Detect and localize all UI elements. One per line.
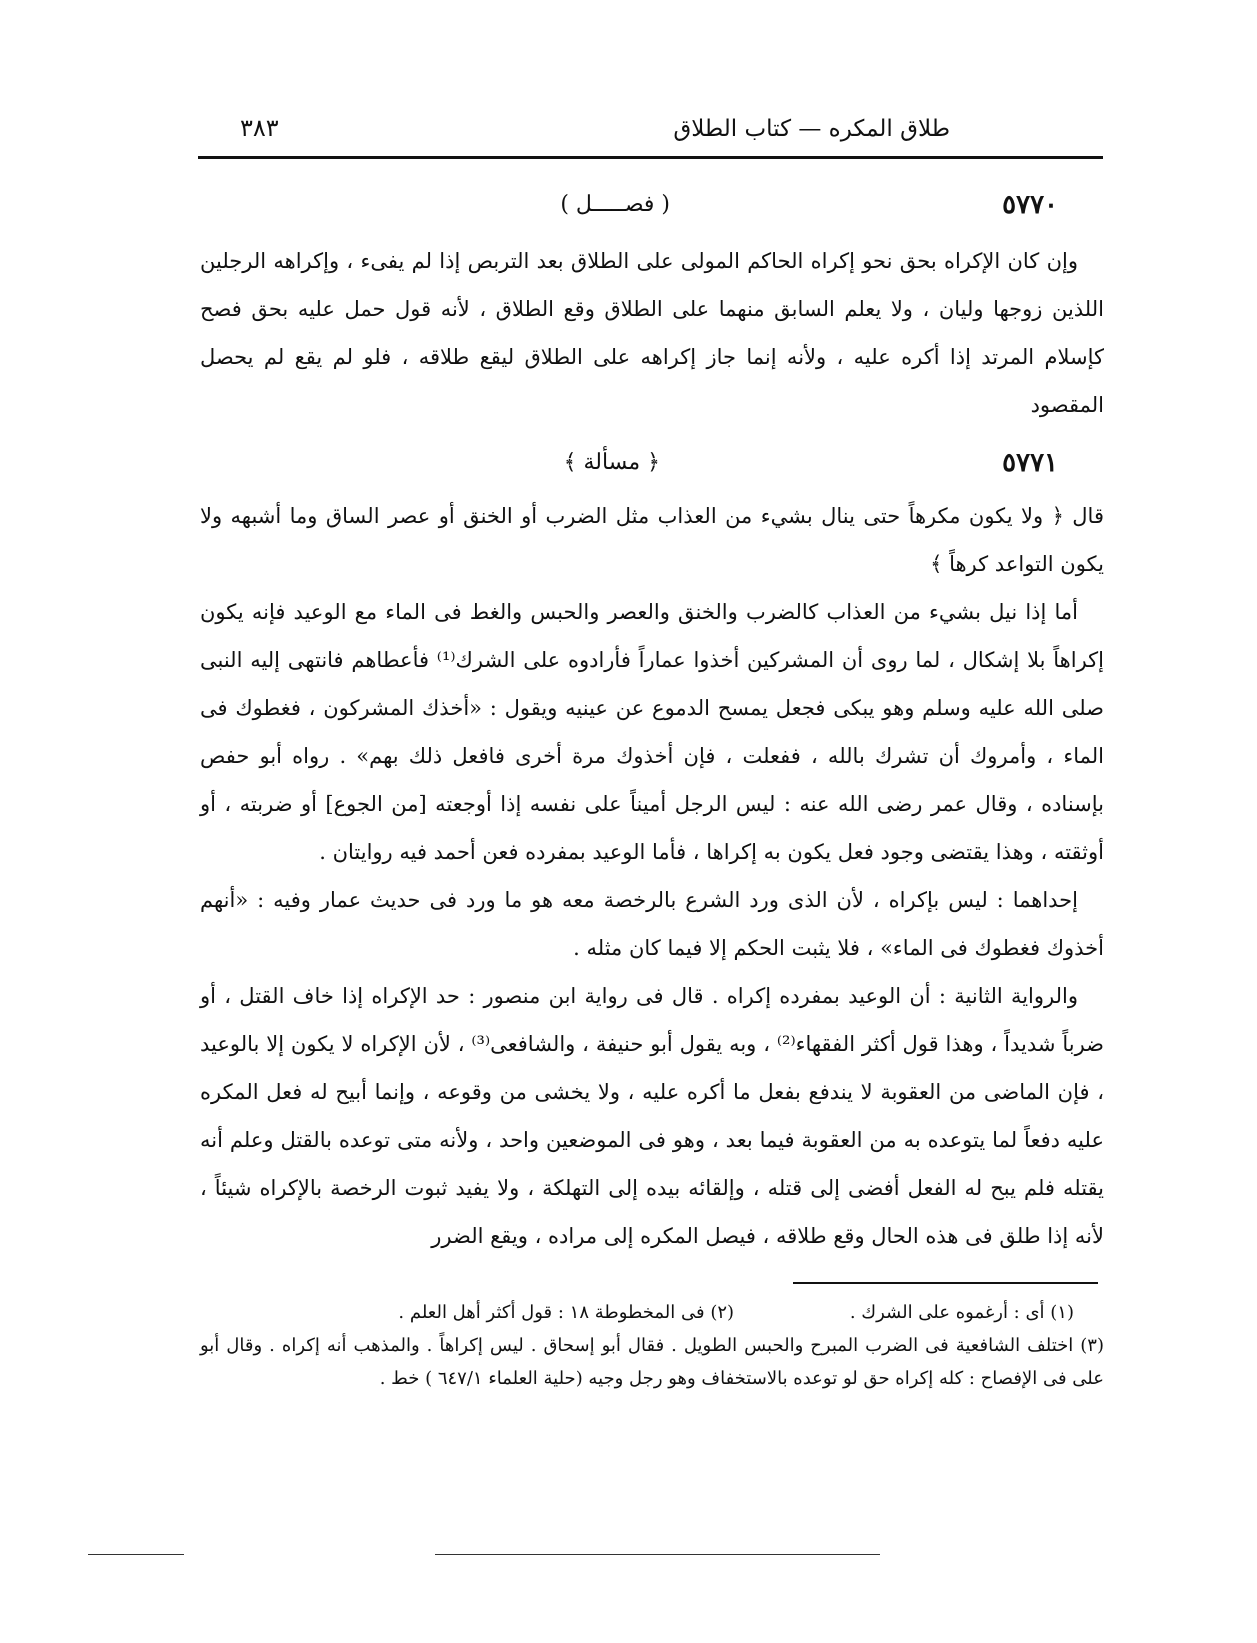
section-title: ﴿ مسألة ﴾ [563,450,660,475]
footnote-3: (٣) اختلف الشافعية فى الضرب المبرح والحبس الطويل . فقال أبو إسحاق . ليس إكراهاً . والمذهب أنه إكراه . وقال أبو على فى الإفصاح : كله إكراه حق لو توعده بالاستخفاف وهو رجل وجيه (حلية العلماء ٦٤٧/١ ) خط . [200,1335,1104,1389]
footnote-line [200,1296,1104,1329]
paragraph: وإن كان الإكراه بحق نحو إكراه الحاكم المولى على الطلاق بعد التربص إذا لم يفىء ، وإكراهه الرجلين اللذين زوجها وليان ، ولا يعلم السابق منهما على الطلاق وقع الطلاق ، لأنه قول حمل عليه بحق فصح كإسلام المرتد إذا أكره عليه ، ولأنه إنما جاز إكراهه على الطلاق ليقع طلاقه ، فلو لم يقع لم يحصل المقصود [200,249,1104,417]
bottom-rule [435,1554,880,1555]
footnote-2: (٢) فى المخطوطة ١٨ : قول أكثر أهل العلم . [398,1302,735,1323]
section-body-5770 [200,237,1104,429]
section-heading-5771 [200,448,1100,488]
paragraph: قال ﴿ ولا يكون مكرهاً حتى ينال بشيء من العذاب مثل الضرب أو الخنق أو عصر الساق وما أشبهه ولا يكون التواعد كرهاً ﴾ [200,504,1104,576]
section-number: ٥٧٧١ [1002,448,1058,478]
footnotes [200,1296,1104,1395]
paragraph: أما إذا نيل بشيء من العذاب كالضرب والخنق والعصر والحبس والغط فى الماء مع الوعيد فإنه يكون إكراهاً بلا إشكال ، لما روى أن المشركين أخذوا عماراً فأرادوه على الشرك⁽¹⁾ فأعطاهم فانتهى إليه النبى صلى الله عليه وسلم وهو يبكى فجعل يمسح الدموع عن عينيه ويقول : «أخذك المشركون ، فغطوك فى الماء ، وأمروك أن تشرك بالله ، ففعلت ، فإن أخذوك مرة أخرى فافعل ذلك بهم» . رواه أبو حفص بإسناده ، وقال عمر رضى الله عنه : ليس الرجل أميناً على نفسه إذا أوجعته [من الجوع] أو ضربته ، أو أوثقته ، وهذا يقتضى وجود فعل يكون به إكراها ، فأما الوعيد بمفرده فعن أحمد فيه روايتان . [200,600,1104,864]
footnote-rule [793,1282,1098,1284]
header-rule [198,156,1103,159]
section-title: ( فصـــــل ) [560,192,670,217]
page-number: ٣٨٣ [240,114,279,142]
footnote-1: (١) أى : أرغموه على الشرك . [849,1302,1074,1323]
bottom-rule [88,1554,184,1555]
section-number: ٥٧٧٠ [1002,190,1058,220]
running-header [200,110,1100,150]
paragraph: والرواية الثانية : أن الوعيد بمفرده إكراه . قال فى رواية ابن منصور : حد الإكراه إذا خاف القتل ، أو ضرباً شديداً ، وهذا قول أكثر الفقهاء⁽²⁾ ، وبه يقول أبو حنيفة ، والشافعى⁽³⁾ ، لأن الإكراه لا يكون إلا بالوعيد ، فإن الماضى من العقوبة لا يندفع بفعل ما أكره عليه ، ولا يخشى من وقوعه ، وإنما أبيح له فعل المكره عليه دفعاً لما يتوعده به من العقوبة فيما بعد ، وهو فى الموضعين واحد ، ولأنه متى توعده بالقتل وعلم أنه يقتله فلم يبح له الفعل أفضى إلى قتله ، وإلقائه بيده إلى التهلكة ، ولا يفيد ثبوت الرخصة بالإكراه شيئاً ، لأنه إذا طلق فى هذه الحال وقع طلاقه ، فيصل المكره إلى مراده ، ويقع الضرر [200,984,1104,1248]
paragraph: إحداهما : ليس بإكراه ، لأن الذى ورد الشرع بالرخصة معه هو ما ورد فى حديث عمار وفيه : «أنهم أخذوك فغطوك فى الماء» ، فلا يثبت الحكم إلا فيما كان مثله . [200,888,1104,960]
header-title: طلاق المكره — كتاب الطلاق [673,116,950,142]
section-heading-5770 [200,190,1100,230]
section-body-5771 [200,492,1104,1260]
